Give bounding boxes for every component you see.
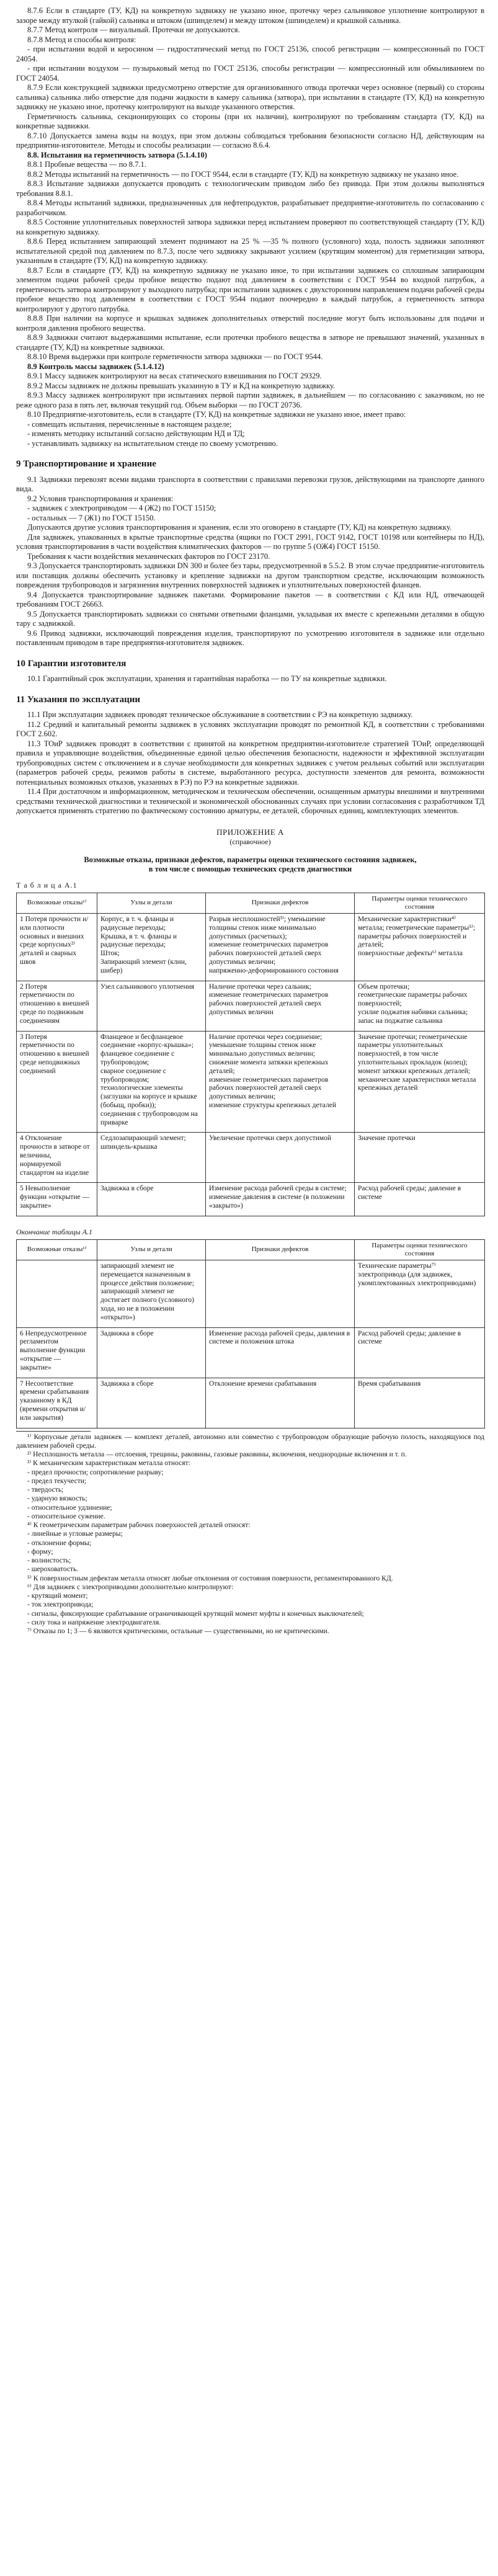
- cell-text: запирающий элемент не перемещается назначенным в процессе действия положение;: [100, 1262, 194, 1287]
- table-cell-c4: [355, 1260, 485, 1327]
- table-cell-c1: [17, 914, 97, 981]
- section-10-title: 10 Гарантии изготовителя: [16, 658, 127, 669]
- failures-table: [16, 893, 485, 1216]
- cell-text: Значение протечки; геометрические параметры уплотнительных поверхностей, в том числе уплотнительных прокладок (колец);: [358, 1033, 468, 1066]
- footnote-line: ⁵⁾ К поверхностным дефектам металла относят любые отклонения от состояния поверхности, регламентированного КД.: [27, 1574, 393, 1582]
- table-cell-c3: [206, 981, 355, 1031]
- cell-text: напряженно-деформированного состояния: [209, 966, 339, 974]
- table-row: [17, 914, 485, 981]
- cell-text: поверхностные дефекты⁶⁾ металла: [358, 950, 463, 958]
- cell-text: Задвижка в сборе: [100, 1379, 154, 1388]
- cell-text: Крышка, в т. ч. фланцы и радиусные переходы;: [100, 932, 177, 949]
- paragraph: 8.7.8 Метод и способы контроля:: [27, 35, 136, 44]
- paragraph: - устанавливать задвижку на испытательном стенде по своему усмотрению.: [27, 439, 278, 448]
- cell-text: Расход рабочей среды; давление в системе: [358, 1185, 461, 1201]
- footnote-line: - предел текучести;: [27, 1477, 87, 1485]
- footnote-line: - твердость;: [27, 1486, 64, 1494]
- cell-text: запас на поджатие сальника: [358, 1017, 443, 1025]
- section-11-body: [16, 710, 484, 816]
- cell-text: механические характеристики металла крепежных деталей: [358, 1076, 476, 1092]
- cell-text: изменение геометрических параметров рабочих поверхностей деталей сверх допустимых величин;: [209, 941, 329, 966]
- cell-text: Увеличение протечки сверх допустимой: [209, 1134, 332, 1143]
- failures-table-continued: [16, 1239, 485, 1428]
- table-cell-c1: [17, 1133, 97, 1183]
- cell-text: Задвижка в сборе: [100, 1329, 154, 1337]
- paragraph: 8.8.5 Состояние уплотнительных поверхностей затвора задвижки перед испытанием проверяют по соответствующей стандарту (ТУ, КД) на конкретную задвижку.: [16, 218, 484, 236]
- footnote-line: - крутящий момент;: [27, 1592, 88, 1600]
- cell-text: 3 Потеря герметичности по отношению к внешней среде неподвижных соединений: [20, 1033, 89, 1075]
- paragraph: 9.1 Задвижки перевозят всеми видами транспорта в соответствии с правилами перевозки грузов, действующими на транспорте данного вида.: [16, 475, 484, 494]
- paragraph: 11.1 При эксплуатации задвижек проводят техническое обслуживание в соответствии с РЭ на конкретную задвижку.: [27, 710, 413, 720]
- footnote-line: ⁴⁾ К геометрическим параметрам рабочих поверхностей деталей относят:: [27, 1522, 251, 1530]
- appendix-heading-line-1: Возможные отказы, признаки дефектов, параметры оценки технического состояния задвижек,: [84, 855, 417, 864]
- appendix-subtitle: (справочное): [229, 837, 271, 846]
- appendix-heading-line-2: в том числе с помощью технических средств диагностики: [148, 865, 352, 874]
- header-cell: Возможные отказы¹⁾: [17, 893, 97, 913]
- cell-text: Отклонение времени срабатывания: [209, 1379, 317, 1388]
- paragraph: Требования к части воздействия механических факторов по ГОСТ 23170.: [27, 551, 270, 561]
- cell-text: Время срабатывания: [358, 1379, 421, 1388]
- footnote-line: ¹⁾ Корпусные детали задвижек — комплект деталей, автономно или совместно с трубопроводом образующие рабочую полость, находящуюся под давлением рабочей среды.: [16, 1433, 484, 1450]
- paragraph: 8.8.4 Методы испытаний задвижки, предназначенных для нефтепродуктов, разрабатывает предприятие-изготовитель по согласованию с разработчиком.: [16, 198, 484, 217]
- header-cell: Возможные отказы¹⁾: [17, 1239, 97, 1260]
- paragraph: 8.9 Контроль массы задвижек (5.1.4.12): [27, 362, 164, 371]
- cell-text: Изменение расхода рабочей среды в системе;: [209, 1185, 347, 1193]
- cell-text: 2 Потеря герметичности по отношению к внешней среде по подвижным соединениям: [20, 983, 89, 1025]
- cell-text: усилие поджатия набивки сальника;: [358, 1008, 468, 1016]
- table-cell-c2: [97, 914, 206, 981]
- paragraph: 8.9.3 Массу задвижек контролируют при испытаниях первой партии задвижек, в дальнейшем — по согласованию с заказчиком, но не реже одного раза в пять лет, включая текущий год. Объем выборки — по ГОСТ 20736.: [16, 391, 484, 409]
- appendix-title: ПРИЛОЖЕНИЕ А: [216, 827, 284, 837]
- paragraph: Допускаются другие условия транспортирования и хранения, если это оговорено в стандарте (ТУ, КД) на конкретную задвижку.: [27, 523, 452, 532]
- paragraph: 8.9.1 Массу задвижек контролируют на весах статического взвешивания по ГОСТ 29329.: [27, 372, 322, 380]
- cell-text: сварное соединение с трубопроводом;: [100, 1067, 166, 1084]
- table-cell-c4: [355, 1183, 485, 1216]
- footnote-line: - сигналы, фиксирующие срабатывание ограничивающей крутящий момент муфты и конечных выключателей;: [27, 1610, 364, 1618]
- paragraph: 8.9.2 Массы задвижек не должны превышать указанную в ТУ и КД на конкретную задвижку.: [27, 381, 336, 390]
- paragraph: 9.2 Условия транспортирования и хранения:: [27, 494, 174, 503]
- footnote-line: - отклонение формы;: [27, 1539, 91, 1547]
- section-10-body: [16, 674, 484, 684]
- table-cell-c1: [17, 1327, 97, 1378]
- cell-text: Механические характеристики⁴⁾ металла; геометрические параметры⁵⁾;: [358, 916, 476, 932]
- footnote-line: ⁶⁾ Для задвижек с электроприводами дополнительно контролируют:: [27, 1583, 234, 1591]
- table-cell-c4: [355, 1031, 485, 1133]
- table-caption: Т а б л и ц а А.1: [16, 880, 78, 889]
- cell-text: Седлозапирающий элемент; шпиндель-крышка: [100, 1134, 186, 1151]
- paragraph: 9.4 Допускается транспортирование задвижек пакетами. Формирование пакетов — в соответствии с КД или НД, отвечающей требованиям ГОСТ 26663.: [16, 590, 484, 609]
- footnote-line: ²⁾ Несплошность металла — отслоения, трещины, раковины, газовые раковины, включения, неоднородные включения и т. п.: [27, 1451, 407, 1459]
- cell-text: Узел сальникового уплотнения: [100, 983, 195, 991]
- paragraph: 8.7.9 Если конструкцией задвижки предусмотрено отверстие для организованного отвода протечки через основное (первый) со стороны сальника) сальника либо отверстие для подачи жидкости в камеру сальника (затвора), при испытании в стандарте (ТУ, КД) на конкретную задвижку не указано иное, протечку контролируют на выходе указанного отверстия.: [16, 83, 484, 111]
- paragraph: 8.8.1 Пробные вещества — по 8.7.1.: [27, 160, 146, 169]
- cell-text: Изменение расхода рабочей среды, давления в системе и положения штока: [209, 1329, 350, 1346]
- cell-text: изменение геометрических параметров рабочих поверхностей деталей сверх допустимых величин: [209, 991, 329, 1016]
- paragraph: - остальных — 7 (Ж1) по ГОСТ 15150.: [27, 513, 156, 522]
- table-row: [17, 1133, 485, 1183]
- cell-text: изменение структуры крепежных деталей: [209, 1101, 336, 1109]
- footnote-line: - линейные и угловые размеры;: [27, 1530, 123, 1538]
- paragraph: Герметичность сальника, секционирующих со стороны (при их наличии), контролируют по требованиям стандарта (ТУ, КД) на конкретные задвижки.: [16, 112, 484, 130]
- paragraph: - при испытании воздухом — пузырьковый метод по ГОСТ 25136, способы регистрации — компрессионный или обмыливанием по ГОСТ 24054.: [16, 64, 484, 82]
- cell-text: момент затяжки крепежных деталей;: [358, 1067, 470, 1075]
- table-cell-c2: [97, 1260, 206, 1327]
- paragraph: 8.7.6 Если в стандарте (ТУ, КД) на конкретную задвижку не указано иное, протечку через сальниковое уплотнение контролируют в зазоре между втулкой (гайкой) сальника и штоком (шпинделем) и между штоком (шпинделем) и крышкой сальника.: [16, 6, 484, 25]
- paragraph: 8.7.10 Допускается замена воды на воздух, при этом должны соблюдаться требования безопасности согласно НД, действующим на предприятии-изготовителе. Методы и способы реализации — согласно 8.6.4.: [16, 131, 484, 149]
- cell-text: снижение момента затяжки крепежных деталей;: [209, 1058, 329, 1075]
- table-row: [17, 1183, 485, 1216]
- header-cell: Признаки дефектов: [206, 1239, 355, 1260]
- paragraph: 9.5 Допускается транспортировать задвижки со снятыми ответными фланцами, укладывая их вместе с крепежными деталями в общую тару с задвижкой.: [16, 609, 484, 628]
- table-cell-c3: [206, 1133, 355, 1183]
- cell-text: Расход рабочей среды; давление в системе: [358, 1329, 461, 1346]
- cell-text: изменение геометрических параметров рабочих поверхностей деталей сверх допустимых величин;: [209, 1076, 329, 1101]
- table-cell-c2: [97, 981, 206, 1031]
- cell-text: соединения с трубопроводом на приварке: [100, 1110, 198, 1126]
- cell-text: параметры рабочих поверхностей и деталей;: [358, 932, 467, 949]
- table-row: [17, 1031, 485, 1133]
- footnote-line: - ударную вязкость;: [27, 1495, 87, 1503]
- table-row: [17, 1378, 485, 1428]
- paragraph: 8.7.7 Метод контроля — визуальный. Протечки не допускаются.: [27, 25, 240, 34]
- cell-text: 1 Потеря прочности и/или плотности основных и внешних среде корпусных²⁾ деталей и сварных швов: [20, 916, 89, 966]
- cell-text: 5 Невыполнение функции «открытие — закрытие»: [20, 1185, 90, 1210]
- paragraph: 11.4 При достаточном и информационном, методическом и техническом обеспечении, оснащенным арматуры внешними и внутренними средствами технической диагностики и технической и экономической обоснованных случаях при условии согласования с разработчиком ТД допускается применять стратегию по фактическому состоянию арматуры, ее деталей, сборочных единиц, комплектующих элементов.: [16, 787, 484, 816]
- paragraph: 11.3 ТОиР задвижек проводят в соответствии с принятой на конкретном предприятии-изготовителе стратегией ТОиР, определяющей правила и управляющие воздействия, объединенные единой целью обеспечения безопасности, надежности и эффективной эксплуатации трубопроводных систем с отключением и в случае необходимости для конкретных задвижек с учетом реальных событий или эксплуатации (параметров рабочей среды, режимов работы в системе, выработанного ресурса, доступности элементов для ремонта, возможности потенциальных возможных отказов, указанных в РЭ) по РЭ на конкретные задвижки.: [16, 739, 484, 787]
- paragraph: 8.8.2 Методы испытаний на герметичность — по ГОСТ 9544, если в стандарте (ТУ, КД) на конкретную задвижку не указано иное.: [27, 169, 459, 179]
- paragraph: 10.1 Гарантийный срок эксплуатации, хранения и гарантийная наработка — по ТУ на конкретные задвижки.: [27, 674, 387, 684]
- paragraph: 8.8.7 Если в стандарте (ТУ, КД) на конкретную задвижку не указано иное, то при испытании задвижек со сплошным запирающим элементом подачи рабочей среды пробное вещество подают под давлением в соответствии с ГОСТ 9544 во входной патрубок, а герметичность затвора контролируют у выходного патрубка; при испытании задвижек с двухсторонним направлением подачи рабочей среды пробное вещество под давлением в соответствии с ГОСТ 9544 подают поочередно в каждый патрубок, а герметичность затвора контролируют у другого патрубка.: [16, 265, 484, 313]
- cell-text: Задвижка в сборе: [100, 1185, 154, 1193]
- table-cell-c3: [206, 914, 355, 981]
- table-cell-c2: [97, 1378, 206, 1428]
- cell-text: технологические элементы (заглушки на корпусе и крышке (бобыщ, пробки));: [100, 1084, 197, 1109]
- footnote-line: ⁷⁾ Отказы по 1; 3 — 6 являются критическими, остальные — существенными, но не критическими.: [27, 1628, 329, 1636]
- footnote-line: - относительное удлинение;: [27, 1504, 112, 1512]
- cell-text: изменение давления в системе (в положении «закрыто»): [209, 1193, 345, 1210]
- table-header-row: [17, 1239, 485, 1260]
- table-cell-c4: [355, 914, 485, 981]
- header-cell: Параметры оценки технического состояния: [355, 1239, 485, 1260]
- footnote-line: - относительное сужение.: [27, 1512, 105, 1520]
- paragraph: 8.8.8 При наличии на корпусе и крышках задвижек дополнительных отверстий последние могут быть использованы для подачи и контроля давления пробного вещества.: [16, 314, 484, 332]
- section-9-title: 9 Транспортирование и хранение: [16, 459, 156, 469]
- table-cell-c2: [97, 1183, 206, 1216]
- table-cell-c1: [17, 1183, 97, 1216]
- footnote-line: - силу тока и напряжение электродвигателя.: [27, 1618, 161, 1626]
- table-cell-c3: [206, 1031, 355, 1133]
- cell-text: Объем протечки;: [358, 983, 410, 991]
- table-cell-c1: [17, 1378, 97, 1428]
- paragraph: 11.2 Средний и капитальный ремонты задвижек в условиях эксплуатации проводят по ремонтной КД, в соответствии с требованиями ГОСТ 2.602.: [16, 720, 484, 739]
- table-cell-c4: [355, 1378, 485, 1428]
- table-row: [17, 1260, 485, 1327]
- header-cell: Узлы и детали: [97, 893, 206, 913]
- footnote-line: - шероховатость.: [27, 1566, 79, 1574]
- cell-text: Корпус, в т. ч. фланцы и радиусные переходы;: [100, 916, 174, 932]
- paragraph: 8.8.3 Испытание задвижки допускается проводить с технологическим приводом либо без привода. При этом должны выполняться требования 8.8.1.: [16, 179, 484, 198]
- table-cell-c3: [206, 1327, 355, 1378]
- cell-text: фланцевое соединение с трубопроводом;: [100, 1050, 175, 1066]
- cell-text: запирающий элемент не достигает полного (условного) хода, но не в положении «открыто»): [100, 1288, 194, 1321]
- cell-text: Наличие протечки через соединение;: [209, 1033, 322, 1041]
- table-cell-c1: [17, 1260, 97, 1327]
- header-cell: Параметры оценки технического состояния: [355, 893, 485, 913]
- table-cell-c3: [206, 1260, 355, 1327]
- cell-text: 7 Несоответствие времени срабатывания указанному в КД (времени открытия и/или закрытия): [20, 1379, 89, 1422]
- table-cell-c1: [17, 1031, 97, 1133]
- table-cell-c4: [355, 1327, 485, 1378]
- cell-text: Запирающий элемент (клин, шибер): [100, 958, 187, 974]
- table-cell-c4: [355, 1133, 485, 1183]
- paragraph: - задвижек с электроприводом — 4 (Ж2) по ГОСТ 15150;: [27, 504, 216, 513]
- header-cell: Узлы и детали: [97, 1239, 206, 1260]
- table-row: [17, 1327, 485, 1378]
- paragraph: 8.8.6 Перед испытанием запирающий элемент поднимают на 25 % —35 % полного (условного) хода, полость задвижки заполняют испытательной средой под давлением по 8.7.3, после чего задвижку закрывают усилием (крутящим моментом) для герметизации затвора, указанным в стандарте (ТУ, КД) на конкретную задвижку.: [16, 237, 484, 265]
- cell-text: Наличие протечки через сальник;: [209, 983, 311, 991]
- cell-text: 4 Отклонение прочности в затворе от величины, нормируемой стандартом на изделие: [20, 1134, 90, 1177]
- cell-text: уменьшение толщины стенок ниже минимально допустимых величин;: [209, 1041, 316, 1058]
- paragraph: 8.8. Испытания на герметичность затвора (5.1.4.10): [27, 150, 207, 159]
- appendix-heading: [16, 855, 484, 875]
- cell-text: Значение протечки: [358, 1134, 416, 1143]
- cell-text: геометрические параметры рабочих поверхностей;: [358, 991, 468, 1008]
- paragraph: 8.10 Предприятие-изготовитель, если в стандарте (ТУ, КД) на конкретные задвижки не указано иное, имеет право:: [27, 410, 406, 419]
- cell-text: Технические параметры⁷⁾ электропривода (для задвижек, укомплектованных электроприводами): [358, 1262, 476, 1287]
- cell-text: 6 Непредусмотренное регламентом выполнение функции «открытие — закрытие»: [20, 1329, 87, 1371]
- paragraph: 8.8.10 Время выдержки при контроле герметичности затвора задвижки — по ГОСТ 9544.: [27, 352, 323, 361]
- footnotes: [16, 1431, 484, 1636]
- table-cell-c1: [17, 981, 97, 1031]
- section-11-title: 11 Указания по эксплуатации: [16, 694, 141, 705]
- footnote-divider: [16, 1431, 91, 1432]
- table-continuation-caption: Окончание таблицы А.1: [16, 1227, 93, 1236]
- table-cell-c3: [206, 1378, 355, 1428]
- cell-text: Шток;: [100, 950, 120, 958]
- paragraph: 9.3 Допускается транспортировать задвижки DN 300 и более без тары, предусмотренной в 5.5.2. В этом случае предприятие-изготовитель или поставщик должны обеспечить установку и крепление задвижки на другом транспортном средстве, исключающим возможность повреждения трубопроводов и загрязнения внутренних поверхностей задвижек и уплотнительных поверхностей фланцев.: [16, 561, 484, 590]
- cell-text: Фланцевое и бесфланцевое соединение «корпус-крышка»;: [100, 1033, 193, 1050]
- paragraph: - совмещать испытания, перечисленные в настоящем разделе;: [27, 419, 232, 429]
- paragraph: 8.8.9 Задвижки считают выдержавшими испытание, если протечки пробного вещества в затворе не превышают значений, указанных в стандарте (ТУ, КД) на конкретные задвижки.: [16, 333, 484, 352]
- footnote-line: - предел прочности; сопротивление разрыву;: [27, 1468, 164, 1476]
- section-9-body: [16, 475, 484, 648]
- footnote-line: ³⁾ К механическим характеристикам металла относят:: [27, 1460, 190, 1468]
- section-8-continuation: [16, 6, 484, 448]
- paragraph: 9.6 Привод задвижки, исключающий повреждения изделия, транспортируют по усмотрению изготовителя в задвижке или отдельно поставленным приводом в таре предприятия-изготовителя задвижек.: [16, 628, 484, 648]
- table-cell-c2: [97, 1031, 206, 1133]
- table-cell-c3: [206, 1183, 355, 1216]
- cell-text: Разрыв несплошностей³⁾; уменьшение толщины стенок ниже минимально допустимых (расчетных);: [209, 916, 326, 940]
- paragraph: Для задвижек, упакованных в крытые транспортные средства (ящики по ГОСТ 2991, ГОСТ 9142, ГОСТ 10198 или контейнеры по НД), условия транспортирования в части воздействия климатических факторов — по группе 5 (ОЖ4) ГОСТ 15150.: [16, 532, 484, 551]
- footnote-line: - форму;: [27, 1548, 53, 1556]
- paragraph: - изменять методику испытаний согласно действующим НД и ТД;: [27, 429, 245, 438]
- table-cell-c2: [97, 1327, 206, 1378]
- header-cell: Признаки дефектов: [206, 893, 355, 913]
- table-header-row: [17, 893, 485, 913]
- table-cell-c4: [355, 981, 485, 1031]
- paragraph: - при испытании водой и керосином — гидростатический метод по ГОСТ 25136, способ регистрации — компрессионный по ГОСТ 24054.: [16, 45, 484, 63]
- footnote-line: - волнистость;: [27, 1557, 71, 1565]
- table-row: [17, 981, 485, 1031]
- table-cell-c2: [97, 1133, 206, 1183]
- footnote-line: - ток электропривода;: [27, 1601, 94, 1609]
